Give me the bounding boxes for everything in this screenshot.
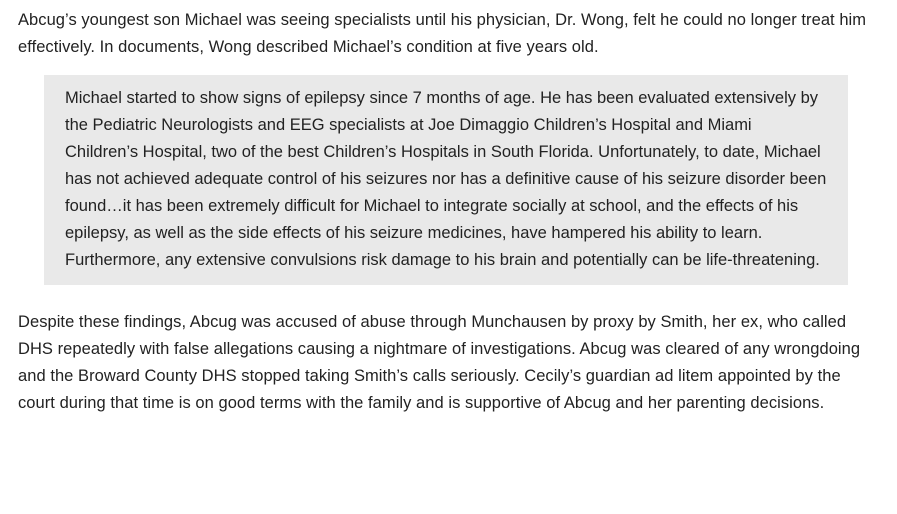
article-body (18, 7, 882, 417)
findings-paragraph: Despite these findings, Abcug was accused of abuse through Munchausen by proxy by Smith, her ex, who called DHS repeatedly with false allegations causing a nightmare of investigations. Abcug was cleared of any wrongdoing and the Broward County DHS stopped taking Smith’s calls seriously. Cecily’s guardian ad litem appointed by the court during that time is on good terms with the family and is supportive of Abcug and her parenting decisions. (18, 313, 861, 412)
medical-quote-blockquote: Michael started to show signs of epilepsy since 7 months of age. He has been evaluated extensively by the Pediatric Neurologists and EEG specialists at Joe Dimaggio Children’s Hospital and Miami Children’s Hospital, two of the best Children’s Hospitals in South Florida. Unfortunately, to date, Michael has not achieved adequate control of his seizures nor has a definitive cause of his seizure disorder been found…it has been extremely difficult for Michael to integrate socially at school, and the effects of his epilepsy, as well as the side effects of his seizure medicines, have hampered his ability to learn. Furthermore, any extensive convulsions risk damage to his brain and potentially can be life-threatening. (44, 75, 848, 285)
intro-paragraph: Abcug’s youngest son Michael was seeing specialists until his physician, Dr. Wong, felt he could no longer treat him effectively. In documents, Wong described Michael’s condition at five years old. (18, 11, 867, 56)
